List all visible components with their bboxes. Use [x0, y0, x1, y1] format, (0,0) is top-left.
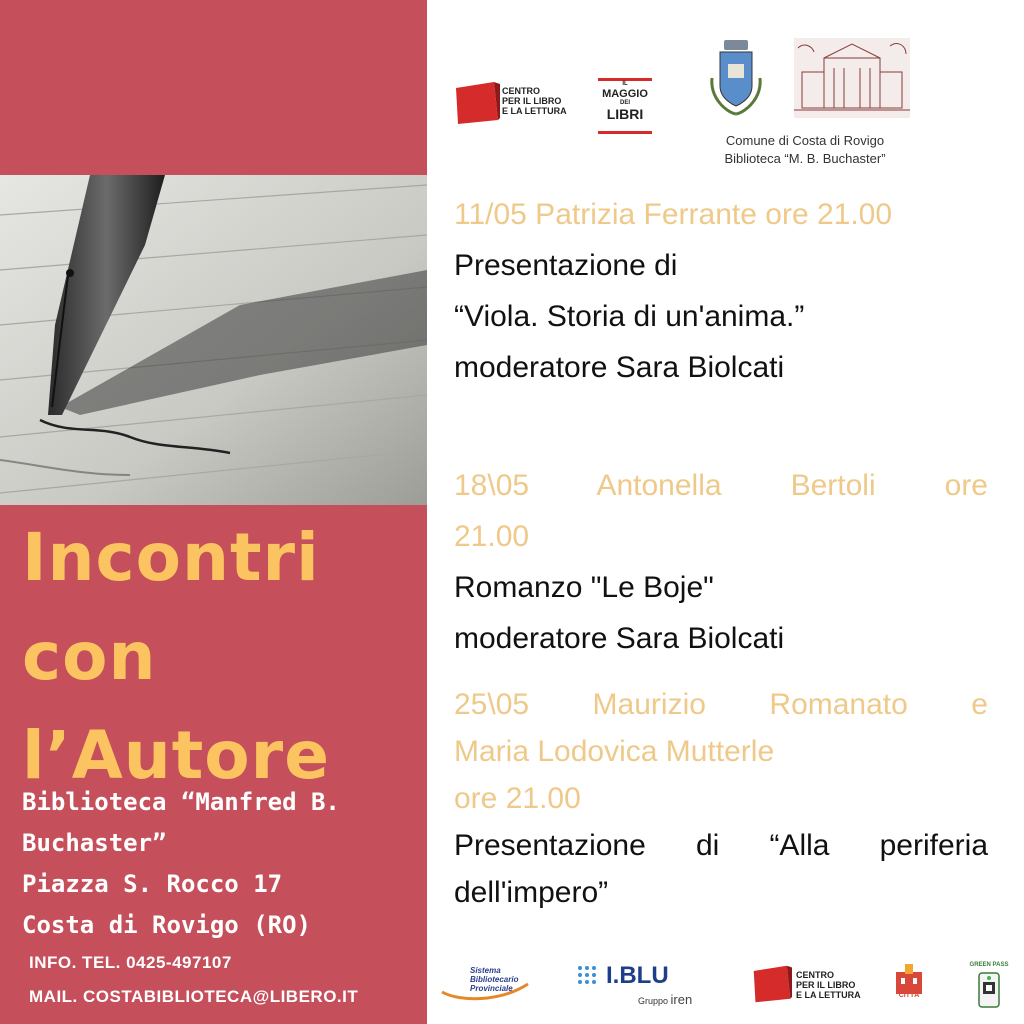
title-line-2: con: [22, 618, 157, 695]
event-3-line-1: Presentazione di “Alla periferia: [454, 829, 988, 862]
event-3-line-2: dell'impero”: [454, 876, 609, 909]
info-email: MAIL. COSTABIBLIOTECA@LIBERO.IT: [29, 987, 359, 1006]
comune-line-2: Biblioteca “M. B. Buchaster”: [724, 151, 886, 166]
event-3-heading-line-1: 25\05 Maurizio Romanato e: [454, 688, 988, 721]
phone-qr-icon: [978, 972, 1000, 1008]
library-building-sketch-icon: [794, 38, 910, 118]
address-line-2: Buchaster”: [22, 829, 167, 857]
green-pass-logo: [966, 962, 1012, 1014]
address-line-3: Piazza S. Rocco 17: [22, 870, 283, 898]
event-2-heading-line-2: 21.00: [454, 520, 530, 553]
centro-libro-line-1: CENTRO: [502, 86, 540, 96]
coat-of-arms-icon: [706, 38, 766, 118]
event-1-heading: 11/05 Patrizia Ferrante ore 21.00: [454, 198, 893, 231]
iblu-sub-name: iren: [670, 992, 693, 1007]
citta-label: CITTÀ: [898, 992, 920, 999]
sistema-line-1: Sistema: [470, 966, 501, 975]
event-3: [454, 681, 988, 916]
event-3-heading-line-2: Maria Lodovica Mutterle: [454, 735, 775, 768]
centro-libro-line-3: E LA LETTURA: [502, 106, 567, 116]
maggio-libri-line-4: LIBRI: [606, 106, 644, 122]
centro-libro-footer-logo: [752, 964, 872, 1008]
event-2-line-2: moderatore Sara Biolcati: [454, 622, 785, 655]
centro-libro-footer-line-1: CENTRO: [796, 970, 834, 980]
sistema-line-2: Bibliotecario: [470, 975, 519, 984]
green-pass-label: GREEN PASS: [969, 962, 1009, 968]
iblu-sub-prefix: Gruppo: [638, 996, 669, 1006]
info-phone: INFO. TEL. 0425-497107: [29, 953, 232, 972]
maggio-libri-line-3: DEI: [619, 100, 630, 106]
event-2: [454, 460, 988, 664]
event-1-line-3: moderatore Sara Biolcati: [454, 351, 785, 384]
centro-libro-footer-mark-icon: [752, 964, 792, 1004]
centro-libro-footer-line-2: PER IL LIBRO: [796, 980, 856, 990]
citta-building-icon: [892, 962, 926, 996]
sistema-bibliotecario-logo: [440, 962, 530, 1002]
centro-libro-line-2: PER IL LIBRO: [502, 96, 562, 106]
title-line-3: l’Autore: [22, 717, 330, 794]
event-1-line-2: “Viola. Storia di un'anima.”: [454, 300, 805, 333]
fountain-pen-writing-image: [0, 175, 427, 505]
event-series-title: [22, 508, 330, 805]
centro-libro-mark-icon: [454, 80, 500, 126]
maggio-libri-logo: [598, 78, 652, 134]
fountain-pen-photo: [0, 175, 427, 505]
event-3-heading-line-3: ore 21.00: [454, 782, 581, 815]
event-1-line-1: Presentazione di: [454, 249, 678, 282]
event-2-heading-line-1: 18\05 Antonella Bertoli ore: [454, 469, 988, 502]
sistema-line-3: Provinciale: [470, 984, 513, 993]
citta-logo: [892, 962, 926, 1006]
venue-address: [22, 782, 422, 946]
centro-libro-logo: [454, 80, 584, 128]
maggio-libri-line-1: IL: [622, 81, 628, 87]
maggio-libri-line-2: MAGGIO: [602, 88, 648, 100]
address-line-4: Costa di Rovigo (RO): [22, 911, 311, 939]
iblu-name: I.BLU: [606, 962, 669, 989]
title-line-1: Incontri: [22, 519, 320, 596]
centro-libro-footer-line-3: E LA LETTURA: [796, 990, 861, 1000]
iblu-logo: [576, 962, 696, 1006]
comune-line-1: Comune di Costa di Rovigo: [725, 133, 885, 148]
comune-label: [680, 132, 930, 168]
event-1: [454, 189, 988, 393]
address-line-1: Biblioteca “Manfred B.: [22, 788, 340, 816]
iblu-dots-icon: [576, 964, 602, 990]
event-2-line-1: Romanzo "Le Boje": [454, 571, 714, 604]
